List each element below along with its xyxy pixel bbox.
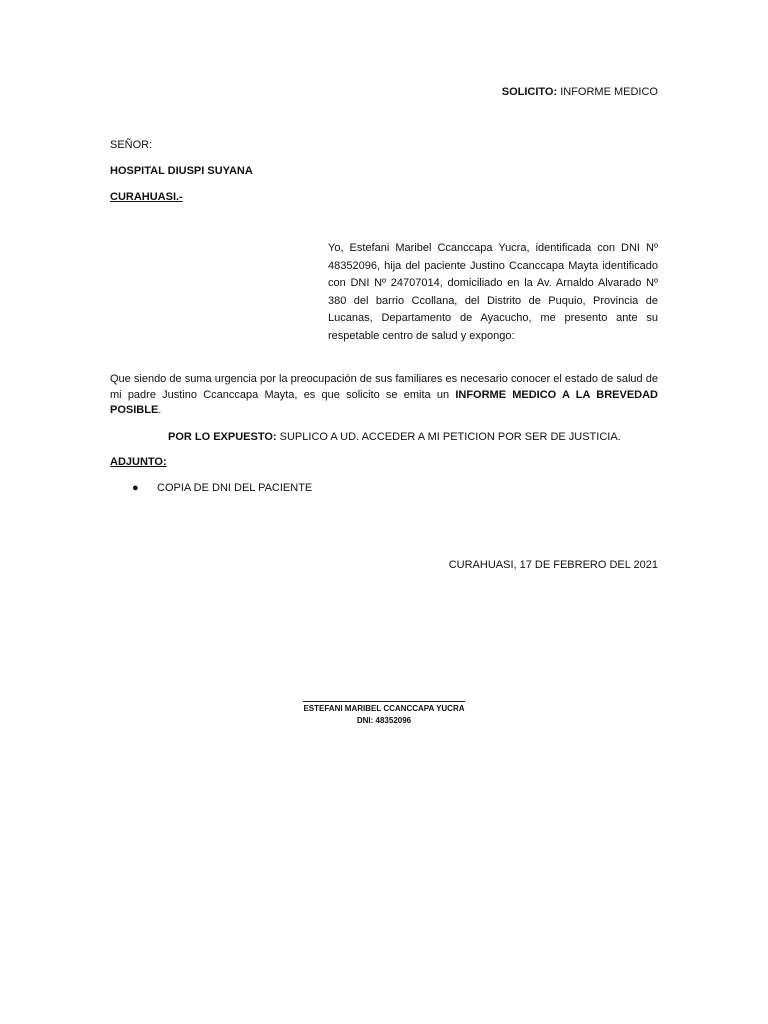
request-paragraph [110, 372, 658, 419]
signature-dni: DNI: 48352096 [356, 716, 412, 725]
addressee-city-text: CURAHUASI.- [110, 191, 183, 203]
addressee-city [110, 191, 183, 203]
signature-line [303, 701, 465, 702]
attachment-item-text: COPIA DE DNI DEL PACIENTE [157, 482, 313, 494]
intro-paragraph: Yo, Estefani Maribel Ccanccapa Yucra, identificada con DNI Nº 48352096, hija del paciente Justino Ccanccapa Mayta identificado con DNI Nº 24707014, domiciliado en la Av. Arnaldo Alvarado Nº 380 del barrio Ccollana, del Distrito de Puquio, Provincia de Lucanas, Departamento de Ayacucho, me presento ante su respetable centro de salud y expongo: [328, 242, 658, 342]
expuesto-text: SUPLICO A UD. ACCEDER A MI PETICION POR SER DE JUSTICIA. [276, 431, 621, 443]
subject-label: SOLICITO: [501, 86, 558, 98]
date-line: CURAHUASI, 17 DE FEBRERO DEL 2021 [448, 559, 658, 571]
institution-name [110, 165, 253, 177]
attachments-heading-text: ADJUNTO: [110, 456, 167, 468]
attachments-list [110, 482, 312, 494]
institution-name-text: HOSPITAL DIUSPI SUYANA [110, 165, 253, 177]
request-emphasis: INFORME MEDICO A LA BREVEDAD POSIBLE [110, 388, 658, 416]
bullet-icon: ● [132, 482, 139, 494]
expuesto-label: POR LO EXPUESTO: [168, 431, 277, 443]
list-item [110, 482, 312, 494]
subject-line [502, 86, 658, 98]
signature-name: ESTEFANI MARIBEL CCANCCAPA YUCRA [303, 704, 465, 713]
salutation: SEÑOR: [110, 139, 153, 151]
request-end: . [158, 404, 162, 416]
request-text: Que siendo de suma urgencia por la preocupación de sus familiares es necesario conocer el estado de salud de mi padre Justino Ccanccapa Mayta, es que solicito se emita un [110, 373, 658, 401]
expuesto-line [168, 431, 621, 443]
subject-value: INFORME MEDICO [557, 86, 658, 98]
attachments-heading [110, 456, 167, 468]
